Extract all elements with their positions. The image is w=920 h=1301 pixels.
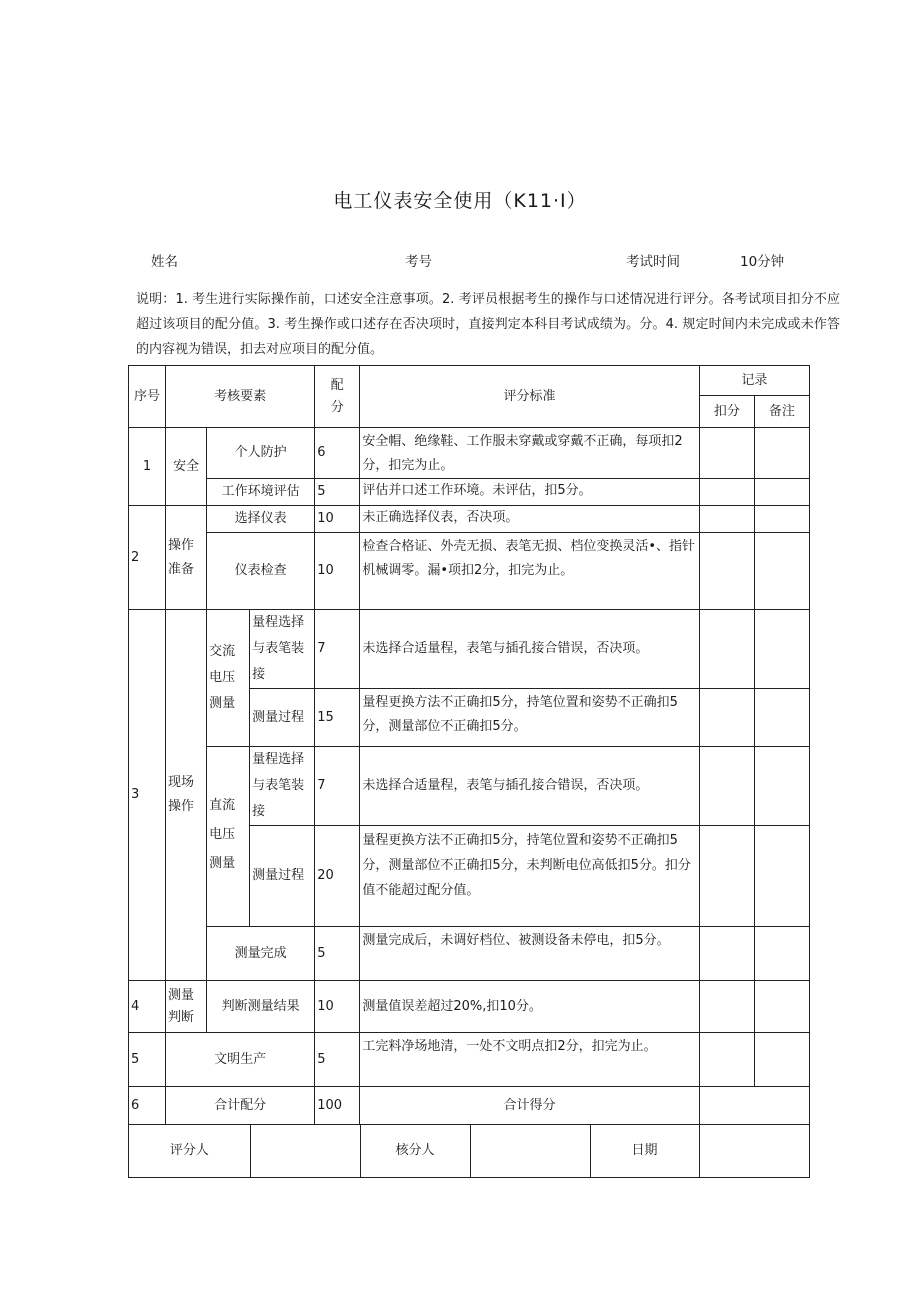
row5-remark[interactable] bbox=[754, 1033, 809, 1087]
row3-seq: 3 bbox=[129, 610, 166, 981]
row3-ac-item1-points: 7 bbox=[315, 610, 360, 689]
page-title: 电工仪表安全使用（K11·I） bbox=[333, 190, 587, 212]
row3-ac-item1-remark[interactable] bbox=[754, 610, 809, 689]
row6-points: 100 bbox=[315, 1087, 360, 1125]
row1-item2-remark[interactable] bbox=[754, 479, 809, 506]
row4-criteria: 测量值误差超过20%,扣10分。 bbox=[360, 981, 699, 1033]
row4-remark[interactable] bbox=[754, 981, 809, 1033]
checker-label: 核分人 bbox=[360, 1125, 470, 1177]
row1-item1-criteria: 安全帽、绝缘鞋、工作服未穿戴或穿戴不正确，每项扣2分，扣完为止。 bbox=[360, 428, 699, 479]
row3-ac-item1-deduct[interactable] bbox=[699, 610, 754, 689]
row1-item1-remark[interactable] bbox=[754, 428, 809, 479]
header-seq: 序号 bbox=[129, 366, 166, 428]
header-criteria: 评分标准 bbox=[360, 366, 699, 428]
scorer-label: 评分人 bbox=[129, 1125, 250, 1177]
row2-item1-name: 选择仪表 bbox=[207, 506, 315, 533]
row3-dc-item2-name: 测量过程 bbox=[250, 826, 315, 927]
signature-row bbox=[129, 1125, 810, 1178]
row3-finish-points: 5 bbox=[315, 927, 360, 981]
row3-ac-item1-name: 量程选择与表笔装接 bbox=[250, 610, 315, 689]
row3-ac-item2-criteria: 量程更换方法不正确扣5分，持笔位置和姿势不正确扣5分，测量部位不正确扣5分。 bbox=[360, 689, 699, 747]
row3-ac-item1-criteria: 未选择合适量程，表笔与插孔接合错误，否决项。 bbox=[360, 610, 699, 689]
row1-seq: 1 bbox=[129, 428, 166, 506]
row3-finish-deduct[interactable] bbox=[699, 927, 754, 981]
row3-dc-item2-points: 20 bbox=[315, 826, 360, 927]
total-score-value[interactable] bbox=[699, 1087, 809, 1125]
row1-item2-criteria: 评估并口述工作环境。未评估，扣5分。 bbox=[360, 479, 699, 506]
row1-item2-name: 工作环境评估 bbox=[207, 479, 315, 506]
row4-points: 10 bbox=[315, 981, 360, 1033]
date-label: 日期 bbox=[590, 1125, 699, 1177]
row4-category: 测量判断 bbox=[166, 981, 207, 1033]
row2-item1-remark[interactable] bbox=[754, 506, 809, 533]
header-points: 配分 bbox=[315, 366, 360, 428]
total-score-label: 合计得分 bbox=[360, 1087, 699, 1125]
exam-time-label: 考试时间 bbox=[626, 254, 680, 270]
scorer-field[interactable] bbox=[250, 1125, 360, 1177]
row5-name: 文明生产 bbox=[166, 1033, 315, 1087]
row3-dc-item1-remark[interactable] bbox=[754, 747, 809, 826]
row1-item2-points: 5 bbox=[315, 479, 360, 506]
row1-category: 安全 bbox=[166, 428, 207, 506]
scoring-table bbox=[128, 365, 810, 1178]
row3-ac-item2-deduct[interactable] bbox=[699, 689, 754, 747]
row3-ac-label: 交流电压测量 bbox=[207, 610, 250, 747]
row2-seq: 2 bbox=[129, 506, 166, 610]
row2-item2-remark[interactable] bbox=[754, 533, 809, 610]
row2-item1-points: 10 bbox=[315, 506, 360, 533]
row3-finish-name: 测量完成 bbox=[207, 927, 315, 981]
row1-item1-points: 6 bbox=[315, 428, 360, 479]
row4-seq: 4 bbox=[129, 981, 166, 1033]
row3-ac-item2-points: 15 bbox=[315, 689, 360, 747]
date-field[interactable] bbox=[699, 1125, 809, 1177]
row3-dc-item1-name: 量程选择与表笔装接 bbox=[250, 747, 315, 826]
row5-points: 5 bbox=[315, 1033, 360, 1087]
exam-time-value: 10分钟 bbox=[740, 254, 785, 270]
row2-item1-deduct[interactable] bbox=[699, 506, 754, 533]
row5-deduct[interactable] bbox=[699, 1033, 754, 1087]
row3-ac-item2-name: 测量过程 bbox=[250, 689, 315, 747]
row3-dc-item1-deduct[interactable] bbox=[699, 747, 754, 826]
name-label: 姓名 bbox=[151, 254, 178, 270]
row2-item1-criteria: 未正确选择仪表，否决项。 bbox=[360, 506, 699, 533]
row3-dc-item2-criteria: 量程更换方法不正确扣5分，持笔位置和姿势不正确扣5分，测量部位不正确扣5分，未判断电位高低扣5分。扣分值不能超过配分值。 bbox=[360, 826, 699, 927]
header-remark: 备注 bbox=[754, 396, 809, 428]
row5-criteria: 工完料净场地清，一处不文明点扣2分，扣完为止。 bbox=[360, 1033, 699, 1087]
row3-ac-item2-remark[interactable] bbox=[754, 689, 809, 747]
row2-item2-deduct[interactable] bbox=[699, 533, 754, 610]
row3-dc-item2-deduct[interactable] bbox=[699, 826, 754, 927]
header-record: 记录 bbox=[699, 366, 809, 396]
row3-finish-criteria: 测量完成后，未调好档位、被测设备未停电，扣5分。 bbox=[360, 927, 699, 981]
row3-dc-item1-points: 7 bbox=[315, 747, 360, 826]
instructions: 说明：1. 考生进行实际操作前，口述安全注意事项。2. 考评员根据考生的操作与口述情况进行评分。各考试项目扣分不应超过该项目的配分值。3. 考生操作或口述存在否决项时，直接判定本科目考试成绩为。分。4. 规定时间内未完成或未作答的内容视为错误，扣去对应项目的配分值。 bbox=[136, 292, 840, 357]
row6-name: 合计配分 bbox=[166, 1087, 315, 1125]
row1-item2-deduct[interactable] bbox=[699, 479, 754, 506]
row3-dc-item2-remark[interactable] bbox=[754, 826, 809, 927]
row4-name: 判断测量结果 bbox=[207, 981, 315, 1033]
row6-seq: 6 bbox=[129, 1087, 166, 1125]
row3-finish-remark[interactable] bbox=[754, 927, 809, 981]
checker-field[interactable] bbox=[470, 1125, 590, 1177]
row3-dc-label: 直流电压测量 bbox=[207, 747, 250, 927]
row5-seq: 5 bbox=[129, 1033, 166, 1087]
row2-item2-points: 10 bbox=[315, 533, 360, 610]
row1-item1-deduct[interactable] bbox=[699, 428, 754, 479]
row4-deduct[interactable] bbox=[699, 981, 754, 1033]
row1-item1-name: 个人防护 bbox=[207, 428, 315, 479]
row2-item2-criteria: 检查合格证、外壳无损、表笔无损、档位变换灵活•、指针机械调零。漏•项扣2分，扣完为止。 bbox=[360, 533, 699, 610]
row3-dc-item1-criteria: 未选择合适量程，表笔与插孔接合错误，否决项。 bbox=[360, 747, 699, 826]
exam-id-label: 考号 bbox=[405, 254, 432, 270]
header-element: 考核要素 bbox=[166, 366, 315, 428]
row2-category: 操作准备 bbox=[166, 506, 207, 610]
row2-item2-name: 仪表检查 bbox=[207, 533, 315, 610]
row3-category: 现场操作 bbox=[166, 610, 207, 981]
header-deduct: 扣分 bbox=[699, 396, 754, 428]
